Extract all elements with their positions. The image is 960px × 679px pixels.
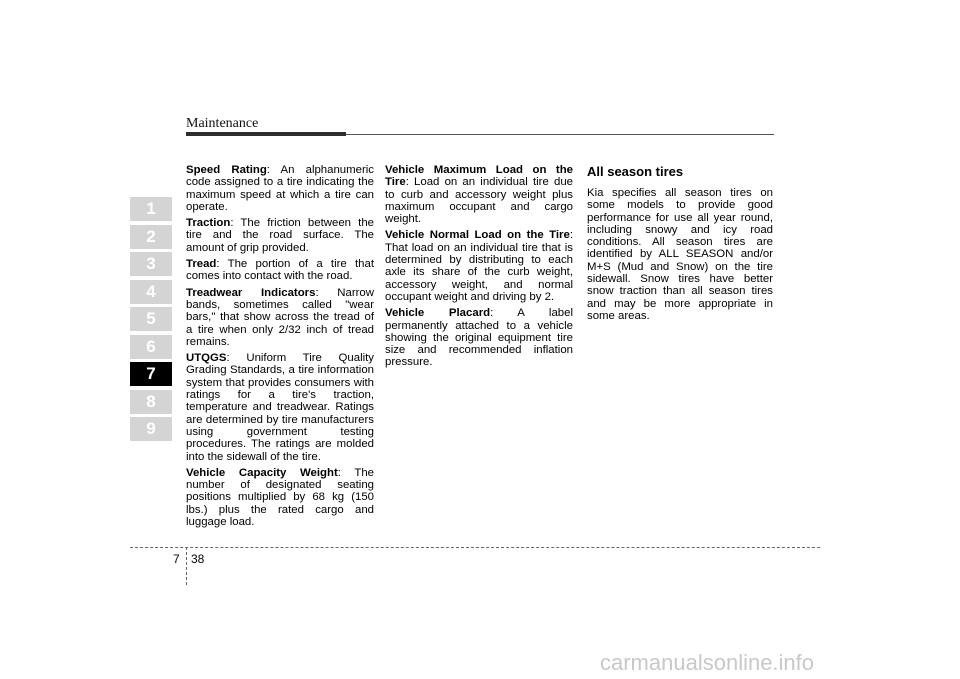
footer-page-number: 38: [191, 552, 205, 566]
definition-term: Vehicle Maximum Load on the Tire: [385, 164, 573, 189]
chapter-tab-4[interactable]: 4: [130, 280, 172, 304]
definition-vehicle-maximum-load: [385, 164, 573, 225]
page-header-title: Maintenance: [186, 116, 259, 131]
chapter-tab-6[interactable]: 6: [130, 335, 172, 359]
definition-speed-rating: [186, 164, 374, 213]
definition-text: : The portion of a tire that comes into contact with the road.: [186, 258, 374, 283]
footer-vertical-rule: [186, 547, 187, 585]
definition-vehicle-capacity-weight: [186, 467, 374, 528]
definition-utqgs: [186, 352, 374, 463]
chapter-tab-5[interactable]: 5: [130, 307, 172, 331]
definition-term: Vehicle Placard: [385, 307, 491, 320]
header-rule-thick: [186, 132, 346, 136]
section-heading-all-season-tires: All season tires: [587, 164, 684, 179]
definition-text: : Uniform Tire Quality Grading Standards, a tire information system that provides consumers with ratings for a tire's traction, temperature and treadwear. Ratings are determined by tire manufacturers using government testing procedures. The ratings are molded into the sidewall of the tire.: [186, 352, 374, 463]
definition-text: : The friction between the tire and the road surface. The amount of grip provided.: [186, 217, 374, 254]
definition-traction: [186, 217, 374, 254]
chapter-tab-1[interactable]: 1: [130, 197, 172, 221]
section-body-all-season-tires: Kia specifies all season tires on some models to provide good performance for use all year round, including snowy and icy road conditions. All season tires are identified by ALL SEASON and/or M+S (Mud and Snow) on the tire sidewall. Snow tires have better snow traction than all season tires and may be more appropriate in some areas.: [587, 187, 773, 322]
chapter-tab-7-active[interactable]: 7: [130, 362, 172, 386]
text-column-3: [587, 164, 773, 326]
definition-term: Traction: [186, 217, 231, 230]
chapter-tab-3[interactable]: 3: [130, 252, 172, 276]
definition-vehicle-normal-load: [385, 229, 573, 303]
definition-text: : Load on an individual tire due to curb and accessory weight plus maximum occupant and cargo weight.: [385, 176, 573, 226]
text-column-2: [385, 164, 573, 373]
chapter-tab-9[interactable]: 9: [130, 417, 172, 441]
definition-tread: [186, 258, 374, 283]
watermark-text: carmanualsonline.info: [600, 650, 815, 675]
definition-vehicle-placard: [385, 307, 573, 368]
definition-term: Speed Rating: [186, 164, 267, 176]
definition-term: Vehicle Capacity Weight: [186, 466, 338, 479]
header-rule-thin: [346, 134, 774, 135]
chapter-tab-8[interactable]: 8: [130, 390, 172, 414]
definition-term: Treadwear Indicators: [186, 286, 316, 299]
definition-text: : The number of designated seating positions multiplied by 68 kg (150 lbs.) plus the rated cargo and luggage load.: [186, 466, 374, 529]
footer-chapter-number: 7: [173, 552, 180, 566]
definition-text: : A label permanently attached to a vehicle showing the original equipment tire size and recommended inflation pressure.: [385, 307, 573, 369]
definition-term: Vehicle Normal Load on the Tire: [385, 229, 570, 242]
definition-text: : An alphanumeric code assigned to a tire indicating the maximum speed at which a tire can operate.: [186, 164, 374, 213]
chapter-tab-2[interactable]: 2: [130, 225, 172, 249]
footer-rule: [130, 547, 820, 548]
definition-term: Tread: [186, 258, 217, 271]
text-column-1: [186, 164, 374, 532]
chapter-tabs: [130, 197, 172, 445]
definition-term: UTQGS: [186, 352, 227, 365]
definition-text: : Narrow bands, sometimes called "wear bars," that show across the tread of a tire when only 2/32 inch of tread remains.: [186, 286, 374, 348]
definition-text: : That load on an individual tire that is determined by distributing to each axle its share of the curb weight, accessory weight, and normal occupant weight and driving by 2.: [385, 229, 573, 303]
definition-treadwear-indicators: [186, 287, 374, 348]
